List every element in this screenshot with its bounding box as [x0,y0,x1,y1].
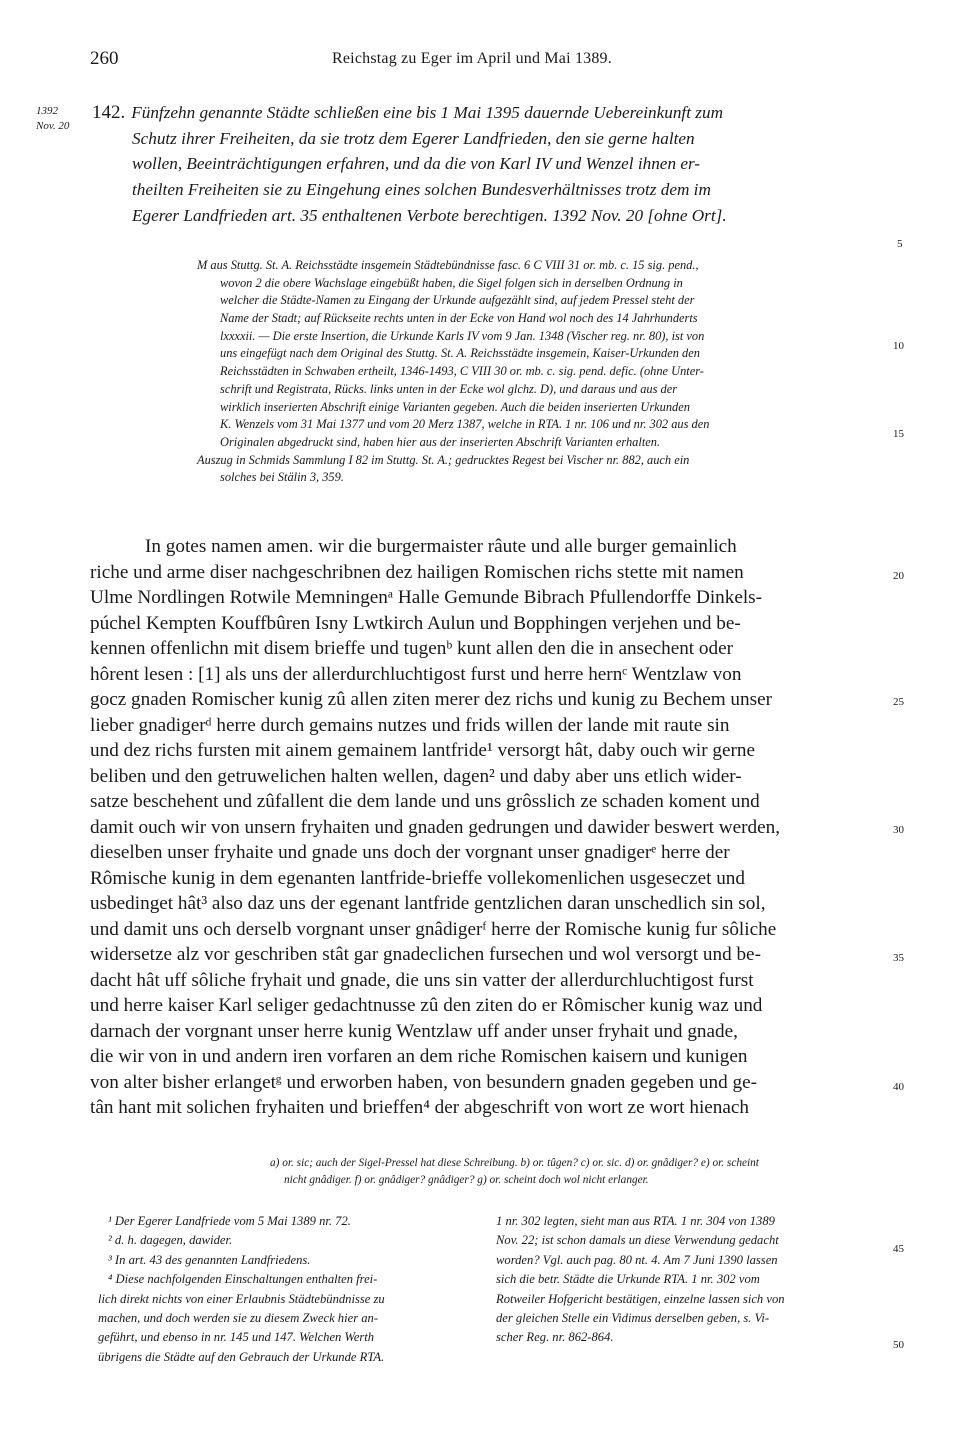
page-header [90,48,890,72]
source-line: wovon 2 die obere Wachslage eingebüßt haben, die Sigel folgen sich in derselben Ordnung in [220,275,683,290]
line-number: 40 [893,1081,904,1093]
line-number: 35 [893,952,904,964]
text-line: lieber gnadigerᵈ herre durch gemains nutzes und frids willen der lande mit raute sin [90,714,730,736]
text-line: púchel Kempten Kouffbûren Isny Lwtkirch Aulun und Bopphingen verjehen und be- [90,612,741,634]
footnote-line: 1 nr. 302 legten, sieht man aus RTA. 1 nr. 304 von 1389 [496,1214,775,1228]
margin-date [36,104,69,134]
source-line: lxxxxii. — Die erste Insertion, die Urkunde Karls IV vom 9 Jan. 1348 (Vischer reg. nr. 80), ist von [220,328,705,343]
line-number: 45 [893,1243,904,1255]
text-line: Rômische kunig in dem egenanten lantfride-brieffe vollekomenlichen usgeseczet und [90,867,745,889]
footnotes-right-column [496,1212,896,1348]
regest-line: wollen, Beeinträchtigungen erfahren, und da die von Karl IV und Wenzel ihnen er- [132,154,701,174]
footnote-line: ² d. h. dagegen, dawider. [108,1233,233,1248]
line-number: 20 [893,570,904,582]
line-number: 30 [893,824,904,836]
source-line: uns eingefügt nach dem Original des Stuttg. St. A. Reichsstädte insgemein, Kaiser-Urkunden den [220,346,700,361]
source-line: wirklich inserierten Abschrift einige Varianten gegeben. Auch die beiden inserierten Urkunden [220,399,690,414]
text-line: Ulme Nordlingen Rotwile Memningenᵃ Halle Gemunde Bibrach Pfullendorffe Dinkels- [90,587,763,608]
text-line: und dez richs fursten mit ainem gemainem lantfride¹ versorgt hât, daby ouch wir gerne [90,740,756,761]
footnote-line: worden? Vgl. auch pag. 80 nt. 4. Am 7 Juni 1390 lassen [496,1252,778,1267]
margin-date-year: 1392 [36,105,58,117]
footnote-line: Nov. 22; ist schon damals un diese Verwendung gedacht [496,1233,779,1248]
footnote-line: ¹ Der Egerer Landfriede vom 5 Mai 1389 nr. 72. [108,1214,351,1228]
footnotes-left-column [98,1212,488,1367]
regest-line: theilten Freiheiten sie zu Eingehung eines solchen Bundesverhältnisses trotz dem im [132,180,711,200]
variant-note-line: nicht gnâdiger. f) or. gnâdiger? gnâdiger? g) or. scheint doch wol nicht erlanger. [284,1174,649,1186]
source-line: Name der Stadt; auf Rückseite rechts unten in der Ecke von Hand wol noch des 14 Jahrhunderts [220,311,698,326]
text-line: beliben und den getruwelichen halten wellen, dagen² und daby aber uns etlich wider- [90,765,742,787]
footnote-line: ³ In art. 43 des genannten Landfriedens. [108,1252,311,1267]
text-line: kennen offenlichn mit disem brieffe und tugenᵇ kunt allen den die in ansechent oder [90,638,734,659]
source-line: welcher die Städte-Namen zu Eingang der Urkunde aufgezählt sind, auf jedem Pressel steht der [220,293,695,308]
source-line: Auszug in Schmids Sammlung I 82 im Stuttg. St. A.; gedrucktes Regest bei Vischer nr. 882, auch ein [197,452,690,467]
text-line: tân hant mit solichen fryhaiten und brieffen⁴ der abgeschrift von wort ze wort hienach [90,1097,750,1118]
text-line: darnach der vorgnant unser herre kunig Wentzlaw uff ander unser fryhait und gnade, [90,1020,738,1042]
text-line: widersetze alz vor geschriben stât gar gnadeclichen fursechen und wol versorgt und be- [90,944,761,965]
text-line: riche und arme diser nachgeschribnen dez hailigen Romischen richs stette mit namen [90,561,744,583]
text-line: dieselben unser fryhaite und gnade uns doch der vorgnant unser gnadigerᵉ herre der [90,842,730,863]
footnote-line: sich die betr. Städte die Urkunde RTA. 1 nr. 302 vom [496,1272,760,1287]
footnote-line: der gleichen Stelle ein Vidimus derselben geben, s. Vi- [496,1310,770,1325]
source-line: K. Wenzels vom 31 Mai 1377 und vom 20 Merz 1387, welche in RTA. 1 nr. 106 und nr. 302 aus den [220,417,710,432]
text-line: usbedinget hât³ also daz uns der egenant lantfride gentzlichen daran unschedlich sin sol, [90,893,766,914]
source-note [197,257,887,487]
text-line: die wir von in und andern iren vorfaren an dem riche Romischen kaisern und kunigen [90,1046,748,1067]
footnote-line: Rotweiler Hofgericht bestätigen, einzelne lassen sich von [496,1291,785,1306]
margin-date-day: Nov. 20 [36,120,70,132]
variant-notes [270,1155,900,1189]
regest-line: 142. Fünfzehn genannte Städte schließen eine bis 1 Mai 1395 dauernde Uebereinkunft zum [92,102,723,123]
text-line: hôrent lesen : [1] als uns der allerdurchluchtigost furst und herre hernᶜ Wentzlaw von [90,663,742,685]
running-title: Reichstag zu Eger im April und Mai 1389. [332,50,612,67]
text-line: damit ouch wir von unsern fryhaiten und gnaden gedrungen und dawider beswert werden, [90,816,781,838]
text-line: gocz gnaden Romischer kunig zû allen ziten merer dez richs und kunig zu Bechem unser [90,689,772,710]
text-line: In gotes namen amen. wir die burgermaister râute und alle burger gemainlich [145,536,737,557]
text-line: von alter bisher erlangetᵍ und erworben haben, von besundern gnaden gegeben und ge- [90,1071,757,1093]
line-number: 15 [893,428,904,440]
footnote-line: ⁴ Diese nachfolgenden Einschaltungen enthalten frei- [108,1272,378,1287]
source-line: Originalen abgedruckt sind, haben hier aus der inserierten Abschrift Varianten erhalten. [220,434,661,449]
variant-note-line: a) or. sic; auch der Sigel-Pressel hat diese Schreibung. b) or. tûgen? c) or. sic. d) or. gnâdiger? e) or. scheint [270,1157,759,1169]
line-number: 10 [893,340,904,352]
source-line: Reichsstädten in Schwaben ertheilt, 1346-1493, C VIII 30 or. mb. c. sig. pend. defic. (ohne Unter- [220,364,704,379]
footnote-line: übrigens die Städte auf den Gebrauch der Urkunde RTA. [98,1349,385,1364]
regest-summary [92,100,892,228]
regest-line: Schutz ihrer Freiheiten, da sie trotz dem Egerer Landfrieden, den sie gerne halten [132,128,695,148]
line-number: 5 [897,238,903,250]
source-line: schrift und Registrata, Rücks. links unten in der Ecke wol glchz. D), und daraus und aus der [220,381,678,396]
line-number: 25 [893,696,904,708]
footnote-line: scher Reg. nr. 862-864. [496,1330,614,1345]
page-number: 260 [90,48,119,69]
document-text [90,534,890,1121]
source-line: M aus Stuttg. St. A. Reichsstädte insgemein Städtebündnisse fasc. 6 C VIII 31 or. mb. c. 15 sig. pend., [197,258,699,272]
footnote-line: machen, und doch werden sie zu diesem Zweck hier an- [98,1310,379,1325]
line-number: 50 [893,1339,904,1351]
text-line: dacht hât uff sôliche fryhait und gnade, die uns sin vatter der allerdurchluchtigost furst [90,969,754,991]
text-line: satze beschehent und zûfallent die dem lande und uns grôsslich ze schaden koment und [90,791,760,812]
footnote-line: lich direkt nichts von einer Erlaubnis Städtebündnisse zu [98,1291,385,1306]
source-line: solches bei Stälin 3, 359. [220,470,344,485]
regest-line: Egerer Landfrieden art. 35 enthaltenen Verbote berechtigen. 1392 Nov. 20 [ohne Ort]. [132,205,727,225]
text-line: und damit uns och derselb vorgnant unser gnâdigerᶠ herre der Romische kunig fur sôliche [90,918,777,940]
footnote-line: geführt, und ebenso in nr. 145 und 147. Welchen Werth [98,1330,375,1345]
text-line: und herre kaiser Karl seliger gedachtnusse zû den ziten do er Rômischer kunig waz und [90,995,763,1016]
document-number: 142. [92,102,126,123]
